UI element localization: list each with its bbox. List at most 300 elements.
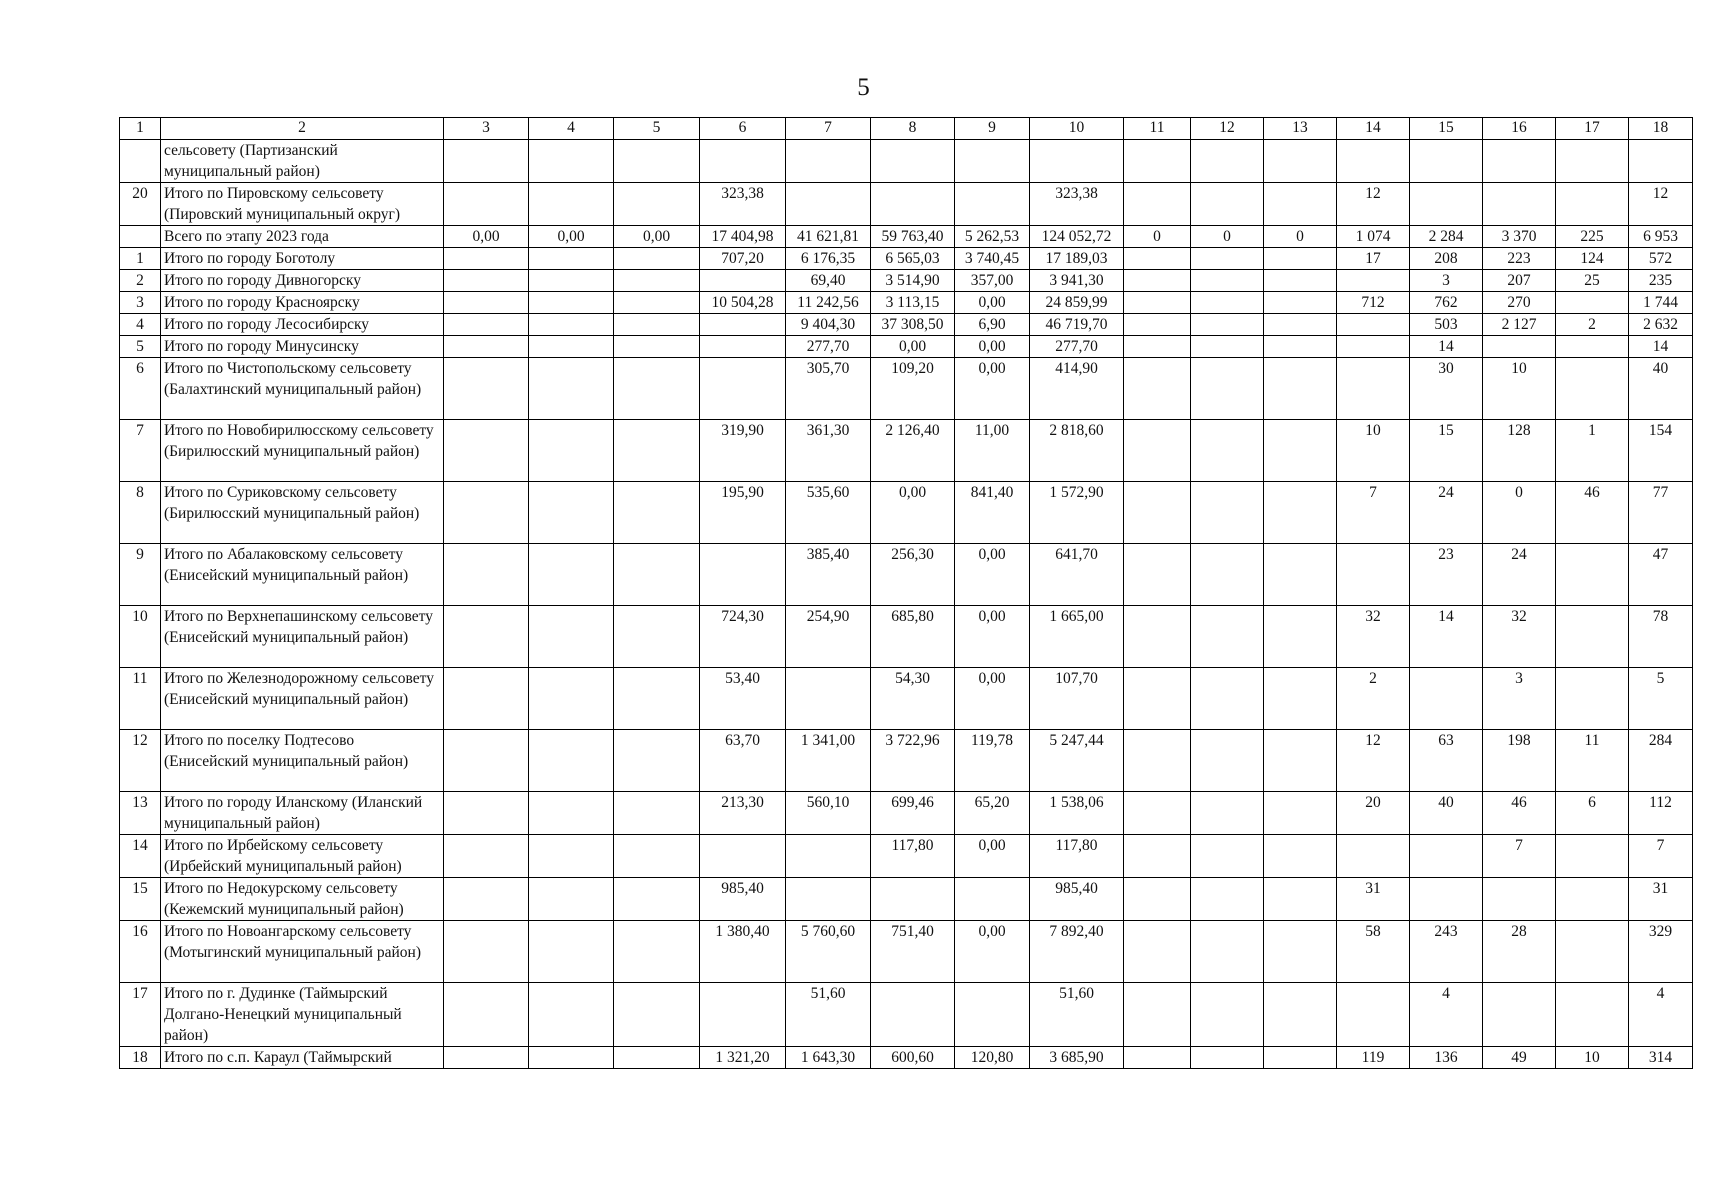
value-cell: 63,70 (700, 730, 786, 792)
value-cell (1264, 183, 1337, 226)
value-cell (786, 878, 871, 921)
value-cell: 32 (1337, 606, 1410, 668)
value-cell (1264, 358, 1337, 420)
value-cell: 841,40 (955, 482, 1030, 544)
value-cell (1483, 983, 1556, 1047)
value-cell (1556, 835, 1629, 878)
value-cell: 31 (1629, 878, 1693, 921)
value-cell: 256,30 (871, 544, 955, 606)
value-cell (444, 314, 529, 336)
value-cell: 985,40 (700, 878, 786, 921)
value-cell: 3 113,15 (871, 292, 955, 314)
column-number: 3 (444, 118, 529, 140)
row-number-cell: 9 (120, 544, 161, 606)
column-number: 13 (1264, 118, 1337, 140)
table-row (120, 878, 1693, 921)
value-cell (1410, 878, 1483, 921)
value-cell (1556, 544, 1629, 606)
table-row (120, 606, 1693, 668)
value-cell (1337, 336, 1410, 358)
value-cell: 20 (1337, 792, 1410, 835)
value-cell: 0,00 (955, 921, 1030, 983)
value-cell: 277,70 (786, 336, 871, 358)
column-number: 5 (614, 118, 700, 140)
value-cell: 385,40 (786, 544, 871, 606)
value-cell: 6 953 (1629, 226, 1693, 248)
value-cell: 11 242,56 (786, 292, 871, 314)
value-cell: 503 (1410, 314, 1483, 336)
value-cell (529, 183, 614, 226)
value-cell (1629, 140, 1693, 183)
value-cell: 128 (1483, 420, 1556, 482)
value-cell: 1 643,30 (786, 1047, 871, 1069)
value-cell (1124, 983, 1191, 1047)
value-cell: 41 621,81 (786, 226, 871, 248)
row-number-cell: 11 (120, 668, 161, 730)
column-number: 4 (529, 118, 614, 140)
value-cell: 24 (1410, 482, 1483, 544)
value-cell: 1 321,20 (700, 1047, 786, 1069)
column-number: 14 (1337, 118, 1410, 140)
value-cell: 0,00 (614, 226, 700, 248)
value-cell (614, 336, 700, 358)
value-cell: 7 (1337, 482, 1410, 544)
value-cell (529, 878, 614, 921)
value-cell (444, 292, 529, 314)
value-cell (700, 270, 786, 292)
value-cell (444, 420, 529, 482)
table-row (120, 358, 1693, 420)
value-cell (1124, 921, 1191, 983)
municipality-name-cell: Итого по городу Красноярску (161, 292, 444, 314)
value-cell: 751,40 (871, 921, 955, 983)
value-cell: 11,00 (955, 420, 1030, 482)
value-cell (1191, 606, 1264, 668)
value-cell (1191, 921, 1264, 983)
value-cell (1337, 983, 1410, 1047)
row-number-cell: 2 (120, 270, 161, 292)
value-cell (1264, 336, 1337, 358)
value-cell: 17 (1337, 248, 1410, 270)
value-cell (529, 921, 614, 983)
table-row (120, 420, 1693, 482)
value-cell: 119,78 (955, 730, 1030, 792)
value-cell (1124, 248, 1191, 270)
column-number: 16 (1483, 118, 1556, 140)
value-cell: 77 (1629, 482, 1693, 544)
value-cell (1410, 140, 1483, 183)
table-header-row (120, 118, 1693, 140)
column-number: 8 (871, 118, 955, 140)
value-cell (1191, 270, 1264, 292)
value-cell (700, 140, 786, 183)
value-cell: 724,30 (700, 606, 786, 668)
value-cell: 15 (1410, 420, 1483, 482)
value-cell (529, 482, 614, 544)
value-cell (1124, 1047, 1191, 1069)
value-cell: 2 126,40 (871, 420, 955, 482)
municipality-name-cell: Итого по городу Боготолу (161, 248, 444, 270)
municipality-name-cell: Итого по г. Дудинке (Таймырский Долгано-Ненецкий муниципальный район) (161, 983, 444, 1047)
municipality-name-cell: Итого по Недокурскому сельсовету (Кежемский муниципальный район) (161, 878, 444, 921)
municipality-name-cell: Итого по городу Иланскому (Иланский муниципальный район) (161, 792, 444, 835)
value-cell (1337, 270, 1410, 292)
value-cell (444, 482, 529, 544)
value-cell (444, 270, 529, 292)
municipality-name-cell: Итого по с.п. Караул (Таймырский (161, 1047, 444, 1069)
value-cell: 9 404,30 (786, 314, 871, 336)
value-cell (1124, 336, 1191, 358)
row-number-cell (120, 226, 161, 248)
value-cell: 5 262,53 (955, 226, 1030, 248)
value-cell: 707,20 (700, 248, 786, 270)
value-cell: 329 (1629, 921, 1693, 983)
column-number: 7 (786, 118, 871, 140)
value-cell: 323,38 (700, 183, 786, 226)
value-cell (1264, 730, 1337, 792)
value-cell: 1 380,40 (700, 921, 786, 983)
value-cell (700, 336, 786, 358)
value-cell: 685,80 (871, 606, 955, 668)
value-cell: 572 (1629, 248, 1693, 270)
row-number-cell: 13 (120, 792, 161, 835)
value-cell (614, 420, 700, 482)
value-cell (1191, 878, 1264, 921)
value-cell (955, 983, 1030, 1047)
value-cell (1264, 792, 1337, 835)
value-cell: 3 (1483, 668, 1556, 730)
value-cell (614, 482, 700, 544)
value-cell: 37 308,50 (871, 314, 955, 336)
value-cell: 31 (1337, 878, 1410, 921)
table-row (120, 544, 1693, 606)
value-cell: 699,46 (871, 792, 955, 835)
value-cell (444, 921, 529, 983)
value-cell: 0 (1124, 226, 1191, 248)
value-cell: 2 632 (1629, 314, 1693, 336)
value-cell (614, 270, 700, 292)
value-cell: 7 (1483, 835, 1556, 878)
table-row (120, 336, 1693, 358)
value-cell: 284 (1629, 730, 1693, 792)
value-cell (614, 1047, 700, 1069)
value-cell: 24 859,99 (1030, 292, 1124, 314)
table-row (120, 248, 1693, 270)
value-cell: 14 (1410, 336, 1483, 358)
value-cell (700, 835, 786, 878)
row-number-cell: 6 (120, 358, 161, 420)
value-cell (529, 248, 614, 270)
value-cell (444, 544, 529, 606)
value-cell (871, 183, 955, 226)
value-cell (444, 983, 529, 1047)
value-cell (444, 606, 529, 668)
value-cell (529, 544, 614, 606)
value-cell: 305,70 (786, 358, 871, 420)
municipality-name-cell: Итого по Чистопольскому сельсовету (Балахтинский муниципальный район) (161, 358, 444, 420)
value-cell (700, 983, 786, 1047)
value-cell (444, 878, 529, 921)
value-cell (700, 544, 786, 606)
value-cell (1264, 921, 1337, 983)
value-cell: 109,20 (871, 358, 955, 420)
municipality-name-cell: сельсовету (Партизанский муниципальный район) (161, 140, 444, 183)
value-cell (1030, 140, 1124, 183)
value-cell (614, 835, 700, 878)
value-cell: 119 (1337, 1047, 1410, 1069)
value-cell: 112 (1629, 792, 1693, 835)
value-cell: 11 (1556, 730, 1629, 792)
value-cell (1264, 835, 1337, 878)
value-cell (1191, 336, 1264, 358)
value-cell (1124, 358, 1191, 420)
value-cell (529, 730, 614, 792)
value-cell (444, 183, 529, 226)
value-cell: 46 (1483, 792, 1556, 835)
value-cell: 1 341,00 (786, 730, 871, 792)
municipality-name-cell: Итого по Абалаковскому сельсовету (Енисейский муниципальный район) (161, 544, 444, 606)
value-cell (871, 878, 955, 921)
value-cell: 49 (1483, 1047, 1556, 1069)
value-cell: 207 (1483, 270, 1556, 292)
value-cell: 0,00 (955, 292, 1030, 314)
value-cell (1556, 336, 1629, 358)
value-cell: 3 941,30 (1030, 270, 1124, 292)
row-number-cell: 20 (120, 183, 161, 226)
value-cell (529, 358, 614, 420)
value-cell: 54,30 (871, 668, 955, 730)
value-cell: 198 (1483, 730, 1556, 792)
value-cell: 10 (1337, 420, 1410, 482)
value-cell (1191, 482, 1264, 544)
value-cell (614, 606, 700, 668)
value-cell: 6 565,03 (871, 248, 955, 270)
value-cell (444, 248, 529, 270)
value-cell (1264, 1047, 1337, 1069)
value-cell: 712 (1337, 292, 1410, 314)
value-cell: 319,90 (700, 420, 786, 482)
value-cell (529, 420, 614, 482)
value-cell (614, 248, 700, 270)
value-cell (529, 792, 614, 835)
value-cell: 17 404,98 (700, 226, 786, 248)
value-cell: 641,70 (1030, 544, 1124, 606)
value-cell (1124, 270, 1191, 292)
value-cell: 40 (1410, 792, 1483, 835)
municipality-name-cell: Итого по Верхнепашинскому сельсовету (Енисейский муниципальный район) (161, 606, 444, 668)
row-number-cell: 14 (120, 835, 161, 878)
value-cell: 12 (1337, 183, 1410, 226)
value-cell: 32 (1483, 606, 1556, 668)
value-cell (614, 730, 700, 792)
value-cell: 195,90 (700, 482, 786, 544)
value-cell (1191, 730, 1264, 792)
value-cell: 14 (1629, 336, 1693, 358)
table-row (120, 668, 1693, 730)
value-cell: 0,00 (955, 835, 1030, 878)
value-cell: 5 (1629, 668, 1693, 730)
row-number-cell: 16 (120, 921, 161, 983)
value-cell (1191, 140, 1264, 183)
row-number-cell: 12 (120, 730, 161, 792)
value-cell: 63 (1410, 730, 1483, 792)
value-cell (529, 292, 614, 314)
value-cell: 10 504,28 (700, 292, 786, 314)
column-number: 17 (1556, 118, 1629, 140)
value-cell: 7 (1629, 835, 1693, 878)
value-cell: 0 (1191, 226, 1264, 248)
value-cell: 3 740,45 (955, 248, 1030, 270)
value-cell (529, 270, 614, 292)
value-cell (1264, 983, 1337, 1047)
value-cell: 985,40 (1030, 878, 1124, 921)
value-cell: 78 (1629, 606, 1693, 668)
value-cell: 1 538,06 (1030, 792, 1124, 835)
value-cell (529, 314, 614, 336)
value-cell (955, 140, 1030, 183)
value-cell: 14 (1410, 606, 1483, 668)
value-cell (1124, 606, 1191, 668)
table-row (120, 140, 1693, 183)
row-number-cell: 4 (120, 314, 161, 336)
value-cell: 0 (1264, 226, 1337, 248)
value-cell: 270 (1483, 292, 1556, 314)
row-number-cell: 7 (120, 420, 161, 482)
value-cell (444, 140, 529, 183)
value-cell (786, 835, 871, 878)
value-cell: 357,00 (955, 270, 1030, 292)
value-cell: 51,60 (786, 983, 871, 1047)
value-cell: 5 247,44 (1030, 730, 1124, 792)
value-cell: 535,60 (786, 482, 871, 544)
value-cell (786, 183, 871, 226)
value-cell (1124, 878, 1191, 921)
municipality-name-cell: Итого по поселку Подтесово (Енисейский муниципальный район) (161, 730, 444, 792)
value-cell (529, 668, 614, 730)
value-cell: 0,00 (444, 226, 529, 248)
column-number: 15 (1410, 118, 1483, 140)
value-cell: 6,90 (955, 314, 1030, 336)
value-cell: 600,60 (871, 1047, 955, 1069)
value-cell: 361,30 (786, 420, 871, 482)
value-cell (1124, 314, 1191, 336)
value-cell: 560,10 (786, 792, 871, 835)
page-number: 5 (857, 74, 870, 101)
value-cell (1191, 835, 1264, 878)
value-cell (786, 140, 871, 183)
value-cell (700, 358, 786, 420)
table-row (120, 314, 1693, 336)
municipality-name-cell: Итого по Суриковскому сельсовету (Бирилюсский муниципальный район) (161, 482, 444, 544)
value-cell: 314 (1629, 1047, 1693, 1069)
value-cell: 323,38 (1030, 183, 1124, 226)
value-cell (1124, 482, 1191, 544)
value-cell: 65,20 (955, 792, 1030, 835)
value-cell: 0,00 (955, 358, 1030, 420)
value-cell: 5 760,60 (786, 921, 871, 983)
table-row (120, 1047, 1693, 1069)
value-cell (786, 668, 871, 730)
value-cell: 0,00 (955, 336, 1030, 358)
value-cell (1124, 292, 1191, 314)
value-cell (1483, 140, 1556, 183)
value-cell (1483, 336, 1556, 358)
value-cell (1124, 544, 1191, 606)
value-cell: 254,90 (786, 606, 871, 668)
value-cell (871, 140, 955, 183)
value-cell (1337, 358, 1410, 420)
value-cell: 124 052,72 (1030, 226, 1124, 248)
value-cell: 0,00 (871, 336, 955, 358)
value-cell (614, 140, 700, 183)
value-cell: 243 (1410, 921, 1483, 983)
value-cell (614, 358, 700, 420)
row-number-cell: 18 (120, 1047, 161, 1069)
value-cell (1337, 835, 1410, 878)
value-cell (1337, 140, 1410, 183)
value-cell: 235 (1629, 270, 1693, 292)
value-cell (1264, 482, 1337, 544)
value-cell: 17 189,03 (1030, 248, 1124, 270)
value-cell (1264, 668, 1337, 730)
value-cell: 0,00 (871, 482, 955, 544)
value-cell: 0,00 (955, 668, 1030, 730)
table-row (120, 270, 1693, 292)
row-number-cell: 5 (120, 336, 161, 358)
value-cell (955, 878, 1030, 921)
value-cell (444, 336, 529, 358)
municipality-name-cell: Итого по городу Дивногорску (161, 270, 444, 292)
value-cell (1124, 668, 1191, 730)
value-cell: 2 127 (1483, 314, 1556, 336)
value-cell (1191, 314, 1264, 336)
municipality-name-cell: Итого по Пировскому сельсовету (Пировский муниципальный округ) (161, 183, 444, 226)
value-cell (1410, 183, 1483, 226)
value-cell (871, 983, 955, 1047)
value-cell: 154 (1629, 420, 1693, 482)
value-cell (1124, 792, 1191, 835)
value-cell (529, 1047, 614, 1069)
municipality-name-cell: Итого по Новобирилюсскому сельсовету (Бирилюсский муниципальный район) (161, 420, 444, 482)
value-cell: 1 074 (1337, 226, 1410, 248)
value-cell (955, 183, 1030, 226)
value-cell (1556, 358, 1629, 420)
value-cell: 4 (1410, 983, 1483, 1047)
value-cell (1556, 668, 1629, 730)
value-cell (614, 983, 700, 1047)
value-cell: 7 892,40 (1030, 921, 1124, 983)
value-cell (1337, 314, 1410, 336)
value-cell (1264, 544, 1337, 606)
value-cell: 46 (1556, 482, 1629, 544)
value-cell: 4 (1629, 983, 1693, 1047)
value-cell (1124, 183, 1191, 226)
value-cell (1191, 1047, 1264, 1069)
value-cell: 3 685,90 (1030, 1047, 1124, 1069)
value-cell: 3 (1410, 270, 1483, 292)
value-cell (1191, 292, 1264, 314)
municipality-name-cell: Итого по городу Лесосибирску (161, 314, 444, 336)
value-cell: 107,70 (1030, 668, 1124, 730)
value-cell: 30 (1410, 358, 1483, 420)
table-row (120, 482, 1693, 544)
value-cell: 10 (1556, 1047, 1629, 1069)
value-cell (1556, 878, 1629, 921)
value-cell: 2 818,60 (1030, 420, 1124, 482)
table-row (120, 730, 1693, 792)
value-cell: 0 (1483, 482, 1556, 544)
row-number-cell: 10 (120, 606, 161, 668)
